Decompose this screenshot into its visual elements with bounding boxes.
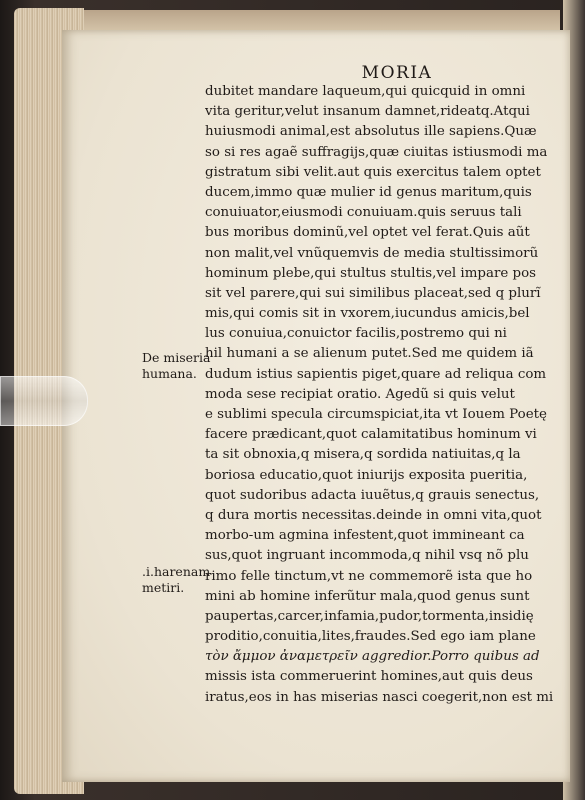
text-line: q dura mortis necessitas.deinde in omni vita,quot (205, 507, 542, 523)
text-line: e sublimi specula circumspiciat,ita vt Iouem Poetę (205, 407, 547, 422)
marginal-note-de-miseria (142, 350, 210, 382)
text-line: vita geritur,velut insanum damnet,rideatq.Atqui (205, 104, 530, 120)
marginal-note-harenam (142, 564, 210, 596)
book-page (62, 30, 570, 782)
running-head: MORIA (361, 63, 433, 83)
text-line: bus moribus dominũ,vel optet vel ferat.Quis aũt (205, 225, 530, 241)
marginal-note-line: humana. (142, 366, 197, 381)
text-line: ducem,immo quæ mulier id genus maritum,quis (205, 184, 532, 200)
marginal-note-line: .i.harenam (142, 564, 211, 579)
text-line: mini ab homine inferũtur mala,quod genus sunt (205, 588, 530, 604)
main-text-block (205, 82, 585, 708)
text-line: hil humani a se alienum putet.Sed me quidem iã (205, 346, 534, 362)
text-line: dubitet mandare laqueum,qui quicquid in omni (205, 84, 526, 99)
text-line: sit vel parere,qui sui similibus placeat,sed q plurĩ (205, 285, 541, 301)
text-line: facere prædicant,quot calamitatibus hominum vi (205, 427, 537, 443)
text-line: missis ista commeruerint homines,aut quis deus (205, 669, 533, 685)
text-line: hominum plebe,qui stultus stultis,vel impare pos (205, 265, 537, 281)
glass-page-weight (0, 376, 88, 426)
text-line: iratus,eos in has miserias nasci coegerit,non est mi (205, 689, 554, 705)
text-line: quot sudoribus adacta iuuẽtus,q grauis senectus, (205, 487, 540, 503)
text-line: lus conuiua,conuictor facilis,postremo qui ni (205, 326, 507, 342)
text-line: conuiuator,eiusmodi conuiuam.quis seruus tali (205, 205, 522, 221)
text-line: paupertas,carcer,infamia,pudor,tormenta,insidię (205, 608, 534, 624)
marginal-note-line: De miseria (142, 350, 211, 365)
text-line: proditio,conuitia,lites,fraudes.Sed ego iam plane (205, 629, 536, 645)
text-line: ta sit obnoxia,q misera,q sordida natiuitas,q la (205, 447, 521, 463)
text-line: dudum istius sapientis piget,quare ad reliqua com (205, 366, 547, 382)
text-line: so si res agaẽ suffragijs,quæ ciuitas istiusmodi ma (205, 144, 548, 160)
text-line: boriosa educatio,quot iniurijs exposita pueritia, (205, 467, 528, 483)
text-line: moda sese recipiat oratio. Agedũ si quis velut (205, 386, 515, 402)
marginal-note-line: metiri. (142, 580, 185, 595)
text-line: morbo-um agmina infestent,quot immineant ca (205, 528, 525, 544)
text-line: huiusmodi animal,est absolutus ille sapiens.Quæ (205, 124, 537, 140)
text-line: rimo felle tinctum,vt ne commemorẽ ista que ho (205, 568, 533, 584)
text-line: gistratum sibi velit.aut quis exercitus talem optet (205, 164, 541, 180)
text-line: mis,qui comis sit in vxorem,iucundus amicis,bel (205, 306, 530, 322)
text-line-greek: τὸν ἄμμον ἀναμετρεῖν aggredior.Porro quibus ad (205, 649, 540, 665)
text-line: non malit,vel vnũquemvis de media stultissimorũ (205, 245, 539, 261)
text-line: sus,quot ingruant incommoda,q nihil vsq nõ plu (205, 548, 529, 564)
